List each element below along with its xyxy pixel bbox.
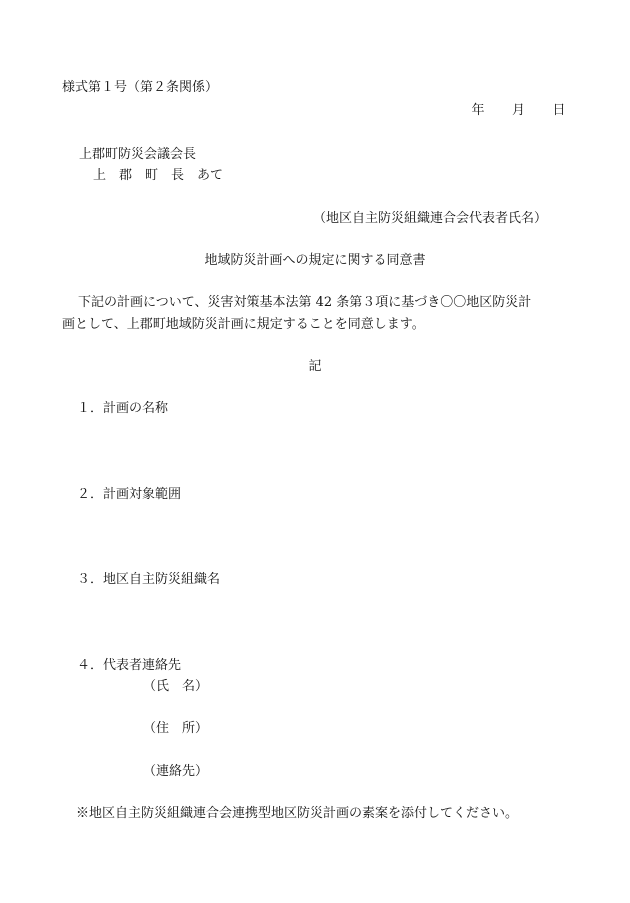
body-text-line-2: 画として、上郡町地域防災計画に規定することを同意します。: [62, 317, 425, 332]
item-organization-name: ３．地区自主防災組織名: [77, 572, 221, 587]
contact-phone-label: （連絡先）: [143, 764, 209, 779]
document-title: 地域防災計画への規定に関する同意書: [204, 253, 426, 268]
form-number: 様式第１号（第２条関係）: [62, 80, 219, 95]
addressee-mayor: 上 郡 町 長 あて: [93, 168, 224, 183]
item-plan-name: １．計画の名称: [77, 401, 169, 416]
representative-name-label: （地区自主防災組織連合会代表者氏名）: [312, 211, 547, 226]
addressee-council-chair: 上郡町防災会議会長: [79, 147, 197, 162]
body-text-line-1: 下記の計画について、災害対策基本法第 42 条第３項に基づき〇〇地区防災計: [78, 295, 532, 310]
item-plan-scope: ２．計画対象範囲: [77, 487, 182, 502]
contact-address-label: （住 所）: [143, 721, 209, 736]
item-representative-contact: ４．代表者連絡先: [77, 658, 182, 673]
attachment-note: ※地区自主防災組織連合会連携型地区防災計画の素案を添付してください。: [76, 806, 519, 821]
contact-name-label: （氏 名）: [143, 679, 209, 694]
date-line: 年 月 日: [471, 103, 566, 118]
ki-heading: 記: [308, 359, 322, 374]
